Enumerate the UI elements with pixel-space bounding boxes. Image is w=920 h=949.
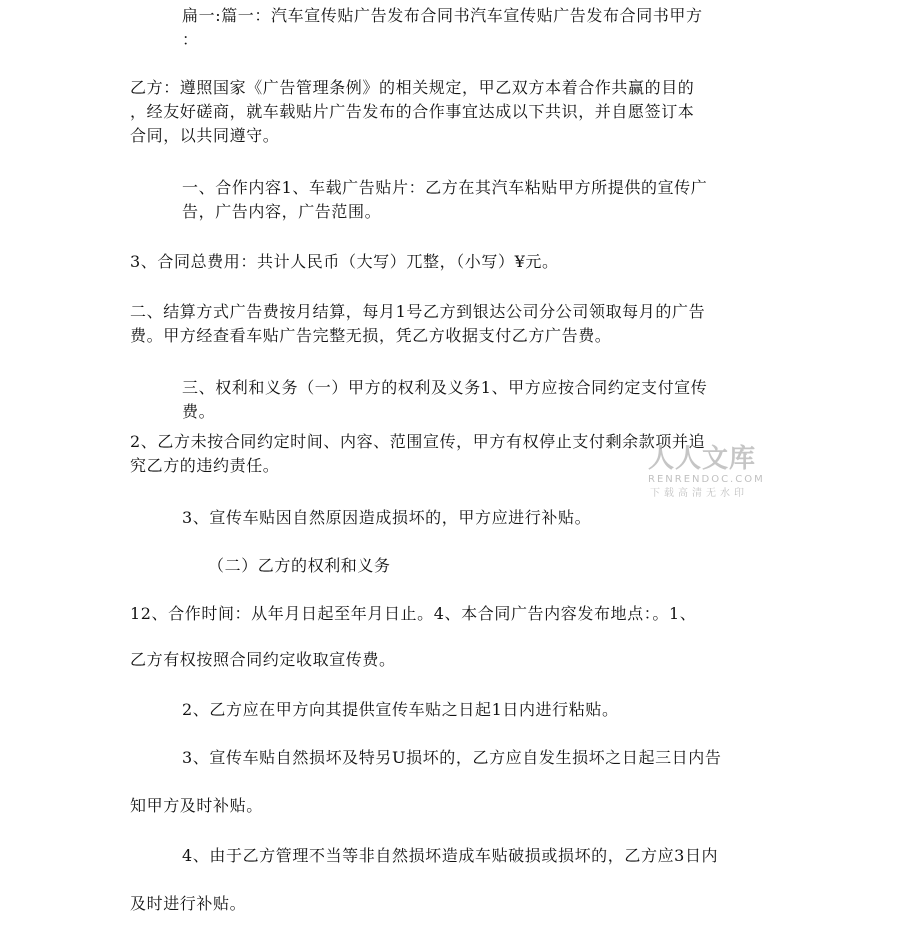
doc-line-11: 三、权利和义务（一）甲方的权利及义务1、甲方应按合同约定支付宣传 bbox=[182, 378, 708, 397]
doc-line-12: 费。 bbox=[182, 402, 216, 421]
doc-line-8: 3、合同总费用：共计人民币（大写）兀整，（小写）¥元。 bbox=[130, 252, 559, 271]
doc-line-1: 扁一:篇一：汽车宣传贴广告发布合同书汽车宣传贴广告发布合同书甲方 bbox=[182, 6, 703, 25]
watermark-subtitle: 下载高清无水印 bbox=[650, 488, 748, 499]
doc-line-23: 及时进行补贴。 bbox=[130, 894, 247, 913]
doc-line-20: 3、宣传车贴自然损坏及特另U损坏的，乙方应自发生损坏之日起三日内告 bbox=[182, 748, 722, 767]
doc-line-5: 合同，以共同遵守。 bbox=[130, 126, 280, 145]
doc-line-2: ： bbox=[182, 30, 199, 49]
doc-line-19: 2、乙方应在甲方向其提供宣传车贴之日起1日内进行粘贴。 bbox=[182, 700, 619, 719]
doc-line-22: 4、由于乙方管理不当等非自然损坏造成车贴破损或损坏的，乙方应3日内 bbox=[182, 846, 719, 865]
doc-line-21: 知甲方及时补贴。 bbox=[130, 796, 263, 815]
doc-line-18: 乙方有权按照合同约定收取宣传费。 bbox=[130, 650, 396, 669]
doc-line-14: 究乙方的违约责任。 bbox=[130, 456, 280, 475]
doc-line-13: 2、乙方未按合同约定时间、内容、范围宣传，甲方有权停止支付剩余款项并追 bbox=[130, 432, 706, 451]
doc-line-4: ，经友好磋商，就车载贴片广告发布的合作事宜达成以下共识，并自愿签订本 bbox=[130, 102, 695, 121]
doc-line-3: 乙方：遵照国家《广告管理条例》的相关规定，甲乙双方本着合作共赢的目的 bbox=[130, 78, 695, 97]
doc-line-7: 告，广告内容，广告范围。 bbox=[182, 202, 382, 221]
doc-line-15: 3、宣传车贴因自然原因造成损坏的，甲方应进行补贴。 bbox=[182, 508, 592, 527]
doc-line-9: 二、结算方式广告费按月结算，每月1号乙方到银达公司分公司领取每月的广告 bbox=[130, 302, 706, 321]
doc-line-16: （二）乙方的权利和义务 bbox=[208, 556, 391, 575]
doc-line-6: 一、合作内容1、车载广告贴片：乙方在其汽车粘贴甲方所提供的宣传广 bbox=[182, 178, 708, 197]
doc-line-17: 12、合作时间：从年月日起至年月日止。4、本合同广告内容发布地点：。1、 bbox=[130, 604, 697, 623]
watermark-title: 人人文库 bbox=[648, 444, 757, 474]
watermark-url: RENRENDOC.COM bbox=[648, 474, 765, 485]
doc-line-10: 费。甲方经查看车贴广告完整无损，凭乙方收据支付乙方广告费。 bbox=[130, 326, 612, 345]
